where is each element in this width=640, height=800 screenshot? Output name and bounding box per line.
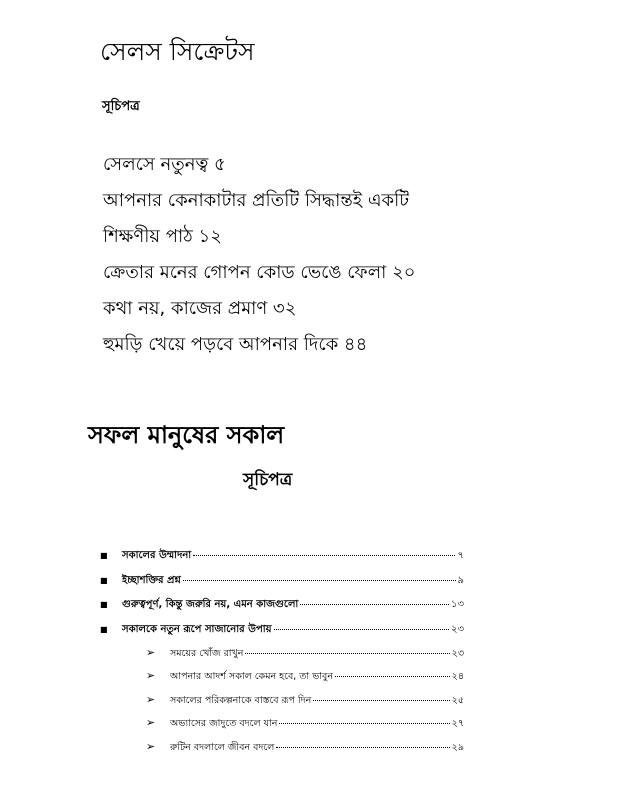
toc-sub-entry-page: ২৩ — [451, 648, 464, 659]
book1-title: সেলস সিক্রেটস — [100, 37, 255, 66]
dot-leader — [313, 700, 449, 701]
toc-sub-entry — [146, 646, 464, 669]
arrow-bullet-icon: ➢ — [146, 646, 156, 659]
toc-entry — [100, 573, 464, 598]
book1-toc-entry: সেলসে নতুনত্ব ৫ — [103, 154, 226, 175]
book1-toc-heading: সূচিপত্র — [102, 99, 140, 114]
toc-entry-label: ইচ্ছাশক্তির প্রশ্ন — [122, 574, 181, 586]
square-bullet-icon: ■ — [100, 624, 108, 634]
toc-entry-page: ৯ — [457, 574, 464, 586]
toc-sub-entry-page: ২৫ — [451, 694, 464, 706]
book1-toc-list — [103, 147, 415, 363]
toc-sub-entry-page: ২৯ — [451, 741, 464, 753]
toc-entry-label: সকালের উম্মাদনা — [122, 550, 192, 561]
dot-leader — [193, 555, 455, 556]
book1-toc-entry: আপনার কেনাকাটার প্রতিটি সিদ্ধান্তই একটি — [103, 190, 410, 211]
toc-entry-page: ২৩ — [450, 623, 464, 635]
toc-entry — [100, 548, 464, 573]
book1-toc-entry: শিক্ষণীয় পাঠ ১২ — [103, 226, 222, 247]
toc-sub-entry-page: ২৪ — [451, 671, 464, 683]
toc-sub-entry-label: অভ্যাসের জাদুতে বদলে যান — [170, 718, 278, 730]
toc-sub-entry — [146, 740, 464, 763]
arrow-bullet-icon: ➢ — [146, 669, 156, 683]
toc-entry-label: সকালকে নতুন রূপে সাজানোর উপায় — [122, 623, 272, 635]
book2-toc-list — [100, 548, 464, 763]
toc-sub-entry-label: সকালের পরিকল্পনাকে বাস্তবে রূপ দিন — [170, 694, 312, 706]
arrow-bullet-icon: ➢ — [146, 692, 156, 706]
dot-leader — [274, 629, 449, 630]
toc-entry-label: গুরুত্বপূর্ণ, কিন্তু জরুরি নয়, এমন কাজগুলো — [122, 599, 299, 610]
dot-leader — [335, 676, 450, 677]
arrow-bullet-icon: ➢ — [146, 716, 156, 730]
toc-sub-entry — [146, 669, 464, 692]
toc-sub-entry — [146, 716, 464, 739]
book1-toc-entry: কথা নয়, কাজের প্রমাণ ৩২ — [103, 298, 297, 319]
book1-toc-entry: হুমড়ি খেয়ে পড়বে আপনার দিকে ৪৪ — [103, 334, 368, 355]
toc-sub-entry-label: রুটিন বদলালে জীবন বদলে — [170, 741, 275, 753]
toc-entry-page: ৭ — [457, 550, 464, 561]
toc-entry-page: ১৩ — [451, 599, 464, 610]
toc-entry — [100, 597, 464, 622]
toc-sub-entry — [146, 693, 464, 716]
book2-toc-heading: সূচিপত্র — [243, 470, 293, 490]
dot-leader — [245, 653, 449, 654]
book1-toc-entry: ক্রেতার মনের গোপন কোড ভেঙে ফেলা ২০ — [103, 262, 416, 283]
arrow-bullet-icon: ➢ — [146, 739, 156, 753]
dot-leader — [279, 723, 449, 724]
square-bullet-icon: ■ — [100, 575, 108, 585]
toc-entry — [100, 622, 464, 647]
toc-sub-entry-label: সময়ের খোঁজ রাখুন — [170, 648, 244, 659]
square-bullet-icon: ■ — [100, 600, 108, 609]
square-bullet-icon: ■ — [100, 551, 108, 560]
book2-title: সফল মানুষের সকাল — [88, 421, 285, 449]
toc-sub-entry-page: ২৭ — [451, 718, 464, 730]
toc-sub-entry-label: আপনার আদর্শ সকাল কেমন হবে, তা ভাবুন — [170, 671, 333, 683]
dot-leader — [183, 580, 456, 581]
dot-leader — [276, 747, 449, 748]
dot-leader — [300, 604, 449, 605]
